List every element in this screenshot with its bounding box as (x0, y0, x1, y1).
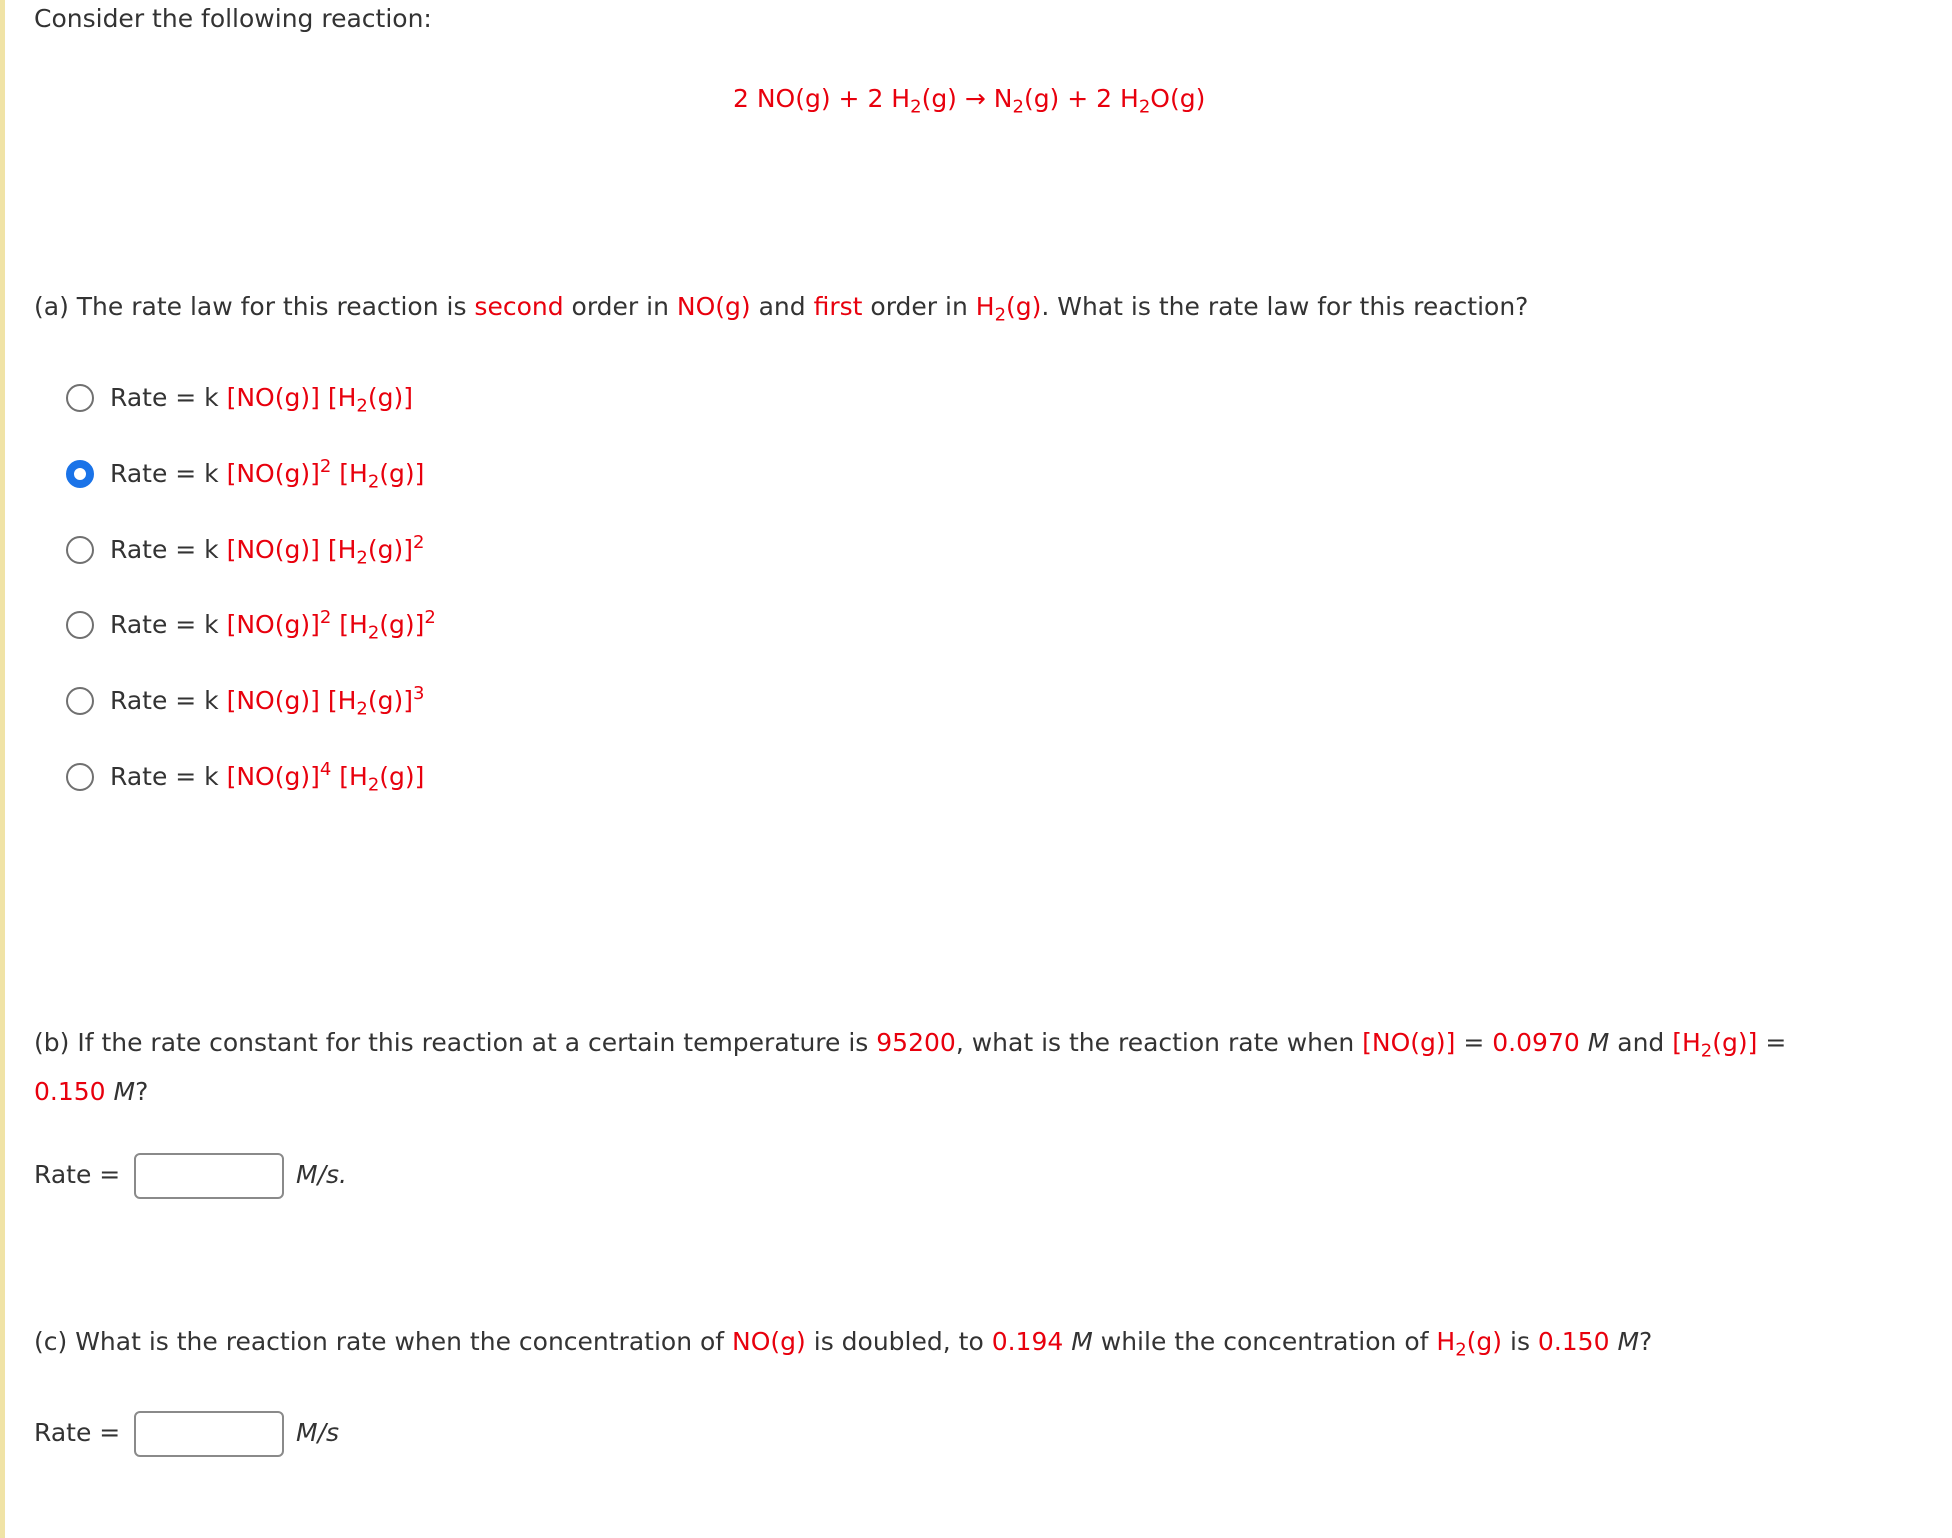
part-c-rate-unit: M/s (296, 1418, 340, 1447)
option-label: Rate = k $[NO(g)]^2$ $[H_2(g)]$ (110, 456, 425, 493)
reaction-equation: 2 NO(g) + 2 $H_2(g) \to N_2(g) + 2$ $H_2O(g)$ (733, 84, 1206, 118)
radio-button[interactable] (66, 536, 94, 564)
radio-button[interactable] (66, 763, 94, 791)
rate-law-option-3[interactable] (66, 530, 424, 570)
rate-law-option-5[interactable] (66, 681, 424, 721)
rate-law-option-1[interactable] (66, 378, 413, 418)
radio-button[interactable] (66, 611, 94, 639)
option-label: Rate = k [NO(g)] $[H_2(g)]^2$ (110, 532, 425, 569)
option-label: Rate = k [NO(g)] $[H_2(g)]^3$ (110, 683, 425, 720)
part-b-question: (b) If the rate constant for this reaction at a certain temperature is 95200, what is the reaction rate when [NO(g)] = 0.0970 M and $[H_2(g)]$ = (34, 1028, 1787, 1062)
rate-law-option-4[interactable] (66, 605, 436, 645)
part-b-rate-input[interactable] (134, 1153, 284, 1199)
part-c-question: (c) What is the reaction rate when the concentration of NO(g) is doubled, to 0.194 M while the concentration of $H_2(g)$ is 0.150 M? (34, 1327, 1653, 1361)
part-c-rate-label: Rate = (34, 1418, 121, 1447)
intro-text: Consider the following reaction: (34, 4, 432, 33)
radio-button[interactable] (66, 384, 94, 412)
left-accent-bar (0, 0, 5, 1538)
radio-button-selected[interactable] (66, 460, 94, 488)
part-a-question: (a) The rate law for this reaction is second order in NO(g) and first order in $H_2(g)$. What is the rate law for this reaction? (34, 292, 1529, 326)
rate-law-option-6[interactable] (66, 757, 424, 797)
option-label: Rate = k $[NO(g)]^2$ $[H_2(g)]^2$ (110, 607, 436, 644)
part-b-rate-label: Rate = (34, 1160, 121, 1189)
part-b-question-cont: 0.150 M? (34, 1077, 149, 1106)
part-c-rate-input[interactable] (134, 1411, 284, 1457)
part-b-rate-unit: M/s. (296, 1160, 347, 1189)
option-label: Rate = k [NO(g)] $[H_2(g)]$ (110, 383, 413, 417)
radio-button[interactable] (66, 687, 94, 715)
option-label: Rate = k $[NO(g)]^4$ $[H_2(g)]$ (110, 759, 425, 796)
rate-law-option-2[interactable] (66, 454, 424, 494)
